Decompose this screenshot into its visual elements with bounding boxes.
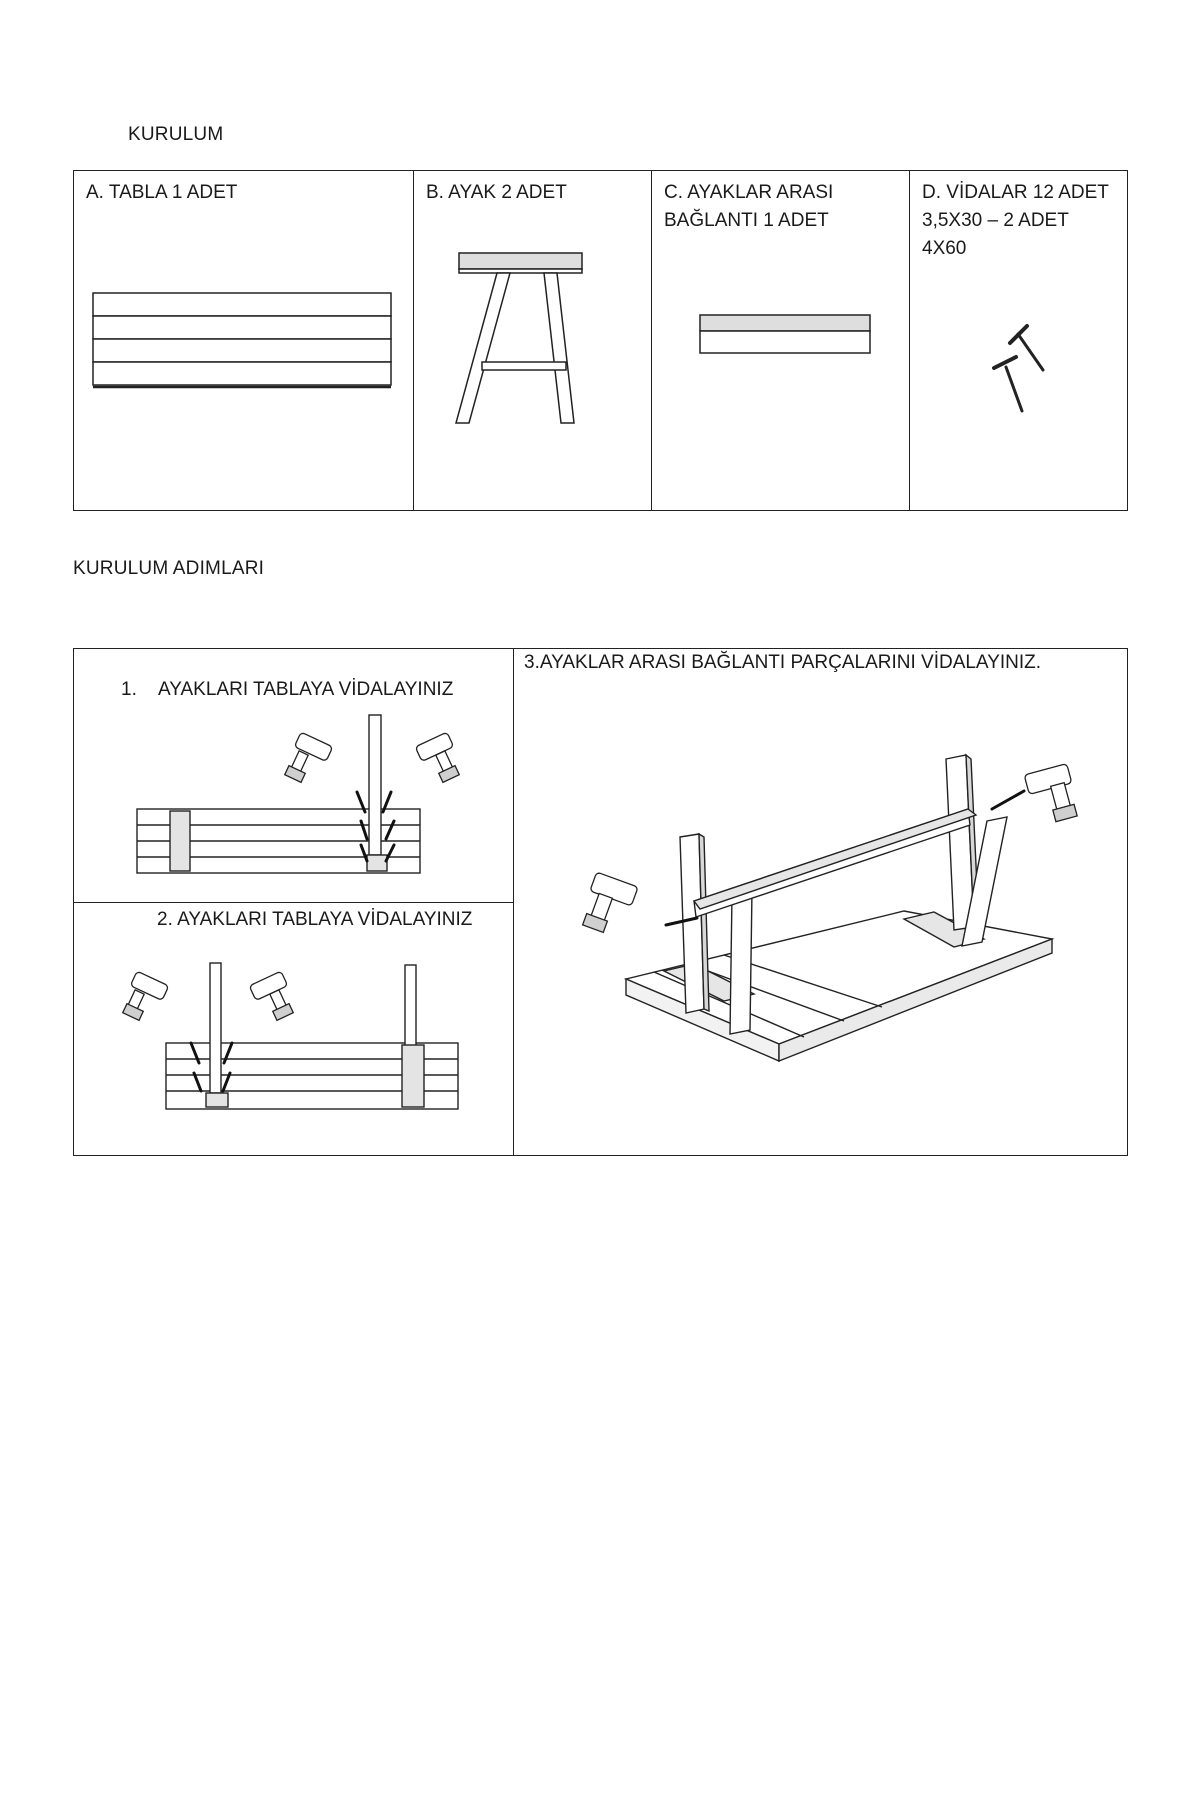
page-title: KURULUM — [128, 124, 224, 145]
drill-icon-step3-right — [1024, 764, 1077, 822]
step-1-number: 1. — [121, 679, 137, 700]
leg-frame-icon — [414, 171, 652, 511]
part-b-label: B. AYAK 2 ADET — [426, 182, 567, 203]
step-1-text: AYAKLARI TABLAYA VİDALAYINIZ — [157, 679, 454, 700]
step-3-label: 3.AYAKLAR ARASI BAĞLANTI PARÇALARINI VİDALAYINIZ. — [524, 652, 1042, 673]
part-cell-d — [910, 171, 1128, 511]
part-c-label: C. AYAKLAR ARASI BAĞLANTI 1 ADET — [664, 182, 834, 231]
step-1-illustration — [74, 649, 514, 903]
drill-icon-left — [285, 732, 333, 782]
step-3-cell — [514, 649, 1128, 1156]
part-cell-b — [414, 171, 652, 511]
steps-table — [73, 648, 1128, 1156]
part-cell-a — [74, 171, 414, 511]
step-1-cell — [74, 649, 514, 903]
parts-table — [73, 170, 1128, 511]
drill-icon-right — [415, 732, 459, 782]
screws-icon — [910, 171, 1128, 511]
drill-icon-step3-left — [583, 872, 638, 932]
steps-heading: KURULUM ADIMLARI — [73, 558, 265, 579]
part-cell-c — [652, 171, 910, 511]
step-2-label: 2. AYAKLARI TABLAYA VİDALAYINIZ — [157, 909, 473, 930]
step-3-illustration — [514, 649, 1128, 1156]
part-a-label: A. TABLA 1 ADET — [86, 182, 238, 203]
connection-beam-icon — [652, 171, 910, 511]
part-d-label: D. VİDALAR 12 ADET 3,5X30 – 2 ADET 4X60 — [922, 182, 1109, 259]
drill-icon-step2-left — [123, 971, 169, 1020]
step-2-illustration — [74, 903, 514, 1156]
tabletop-icon — [74, 171, 414, 511]
step-2-cell — [74, 903, 514, 1156]
drill-icon-step2-right — [249, 971, 293, 1020]
